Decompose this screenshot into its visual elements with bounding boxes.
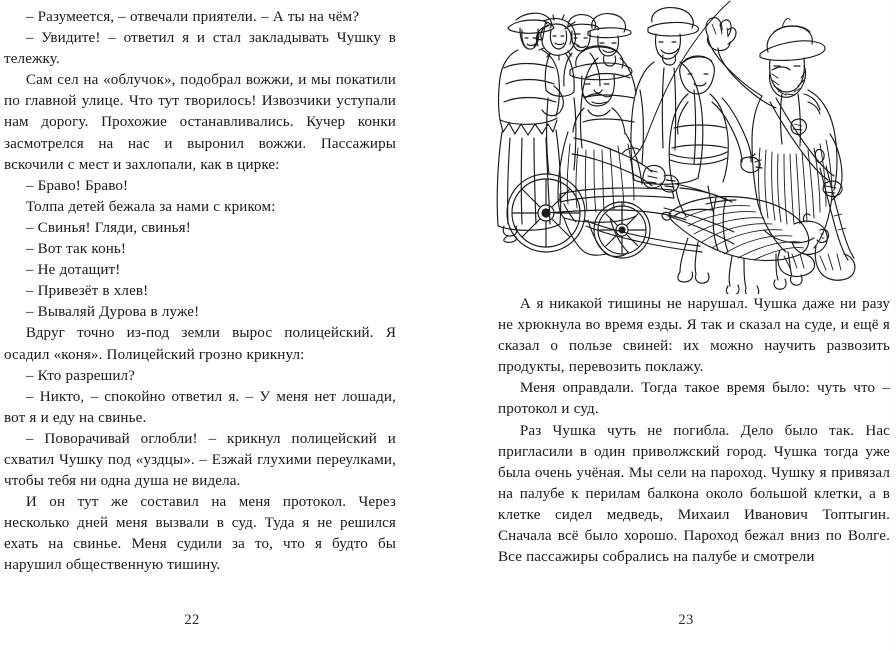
paragraph: – Свинья! Гляди, свинья! xyxy=(25,219,191,236)
page-number-left: 22 xyxy=(184,612,200,628)
paragraph: Меня оправдали. Тогда такое время было: чуть что – протокол и суд. xyxy=(498,380,890,418)
paragraph: – Не дотащит! xyxy=(25,262,121,279)
page-number-right: 23 xyxy=(678,612,694,628)
paragraph: – Привезёт в хлев! xyxy=(25,283,149,300)
pig-cart-policeman-illustration xyxy=(464,0,864,294)
paragraph: Сам сел на «облучок», подобрал вожжи, и мы покатили по главной улице. Что тут творилось! Извозчики уступали нам дорогу. Прохожие останавливались. Кучер конки засмотрелся на нас и выронил вожжи. Пассажиры вскочили с мест и захлопали, как в цирке: xyxy=(4,72,396,173)
paragraph: – Вываляй Дурова в луже! xyxy=(25,304,200,321)
paragraph: – Вот так конь! xyxy=(25,241,127,258)
paragraph: И он тут же составил на меня протокол. Через несколько дней меня вызвали в суд. Туда я не решился ехать на свинье. Меня судили за то, что я будто бы нарушил общественную тишину. xyxy=(4,494,396,574)
paragraph: А я никакой тишины не нарушал. Чушка даже ни разу не хрюкнула во время езды. Я так и сказал на суде, и ещё я сказал о пользе свиней: их можно научить развозить продукты, перевозить поклажу. xyxy=(498,296,890,376)
paragraph: – Никто, – спокойно ответил я. – У меня нет лошади, вот я и еду на свинье. xyxy=(4,388,396,426)
paragraph: – Увидите! – ответил я и стал закладывать Чушку в тележку. xyxy=(4,30,396,68)
right-page xyxy=(456,0,896,651)
paragraph: – Поворачивай оглобли! – крикнул полицейский и схватил Чушку под «уздцы». – Езжай глухими переулками, чтобы тебя ни одна душа не видела. xyxy=(4,430,396,490)
paragraph: – Браво! Браво! xyxy=(25,177,129,194)
left-page-text-column xyxy=(4,0,396,577)
paragraph: – Кто разрешил? xyxy=(25,367,136,384)
right-page-text-column xyxy=(498,294,890,568)
paragraph: Вдруг точно из-под земли вырос полицейский. Я осадил «коня». Полицейский грозно крикнул: xyxy=(4,325,396,363)
paragraph: Толпа детей бежала за нами с криком: xyxy=(25,198,276,215)
illustration-drawing xyxy=(464,0,864,294)
paragraph: – Разумеется, – отвечали приятели. – А ты на чём? xyxy=(25,9,360,25)
paragraph: Раз Чушка чуть не погибла. Дело было так. Нас пригласили в один приволжский город. Чушка тогда уже была очень учёная. Мы сели на пароход. Чушку я привязал на палубе к перилам балкона около большой клетки, а в клетке сидел медведь, Михаил Иванович Топтыгин. Сначала всё было хорошо. Пароход бежал вниз по Волге. Все пассажиры собрались на палубе и смотрели xyxy=(498,422,890,566)
